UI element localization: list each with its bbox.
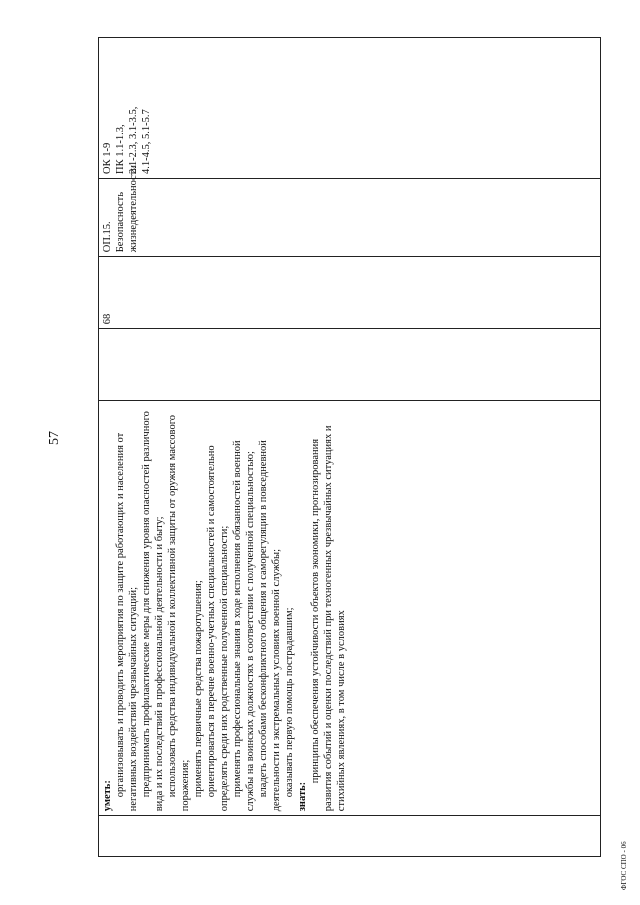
- page-number: 57: [47, 431, 62, 445]
- skill-item: оказывать первую помощь пострадавшим;: [284, 607, 295, 798]
- skill-item: применять профессиональные знания в ходе исполнения обязанностей военной службы на воинских должностях в соответствии с полученной специальностью;: [232, 440, 256, 812]
- content-cell: [99, 401, 601, 816]
- skills-label: уметь:: [102, 780, 113, 812]
- footer-code: ФГОС СПО - 06: [620, 841, 628, 890]
- table-row: [99, 38, 601, 857]
- skill-item: предпринимать профилактические меры для снижения уровня опасностей различного вида и их последствий в профессиональной деятельности и быту;: [141, 411, 165, 812]
- skill-item: организовывать и проводить мероприятия по защите работающих и населения от негативных воздействий чрезвычайных ситуаций;: [115, 432, 139, 812]
- discipline-cell: ОП.15. Безопасность жизнедеятельности: [99, 178, 601, 256]
- curriculum-table: [98, 37, 601, 857]
- empty-cell: [99, 816, 601, 857]
- hours-cell: 68: [99, 257, 601, 329]
- knowledge-item: принципы обеспечения устойчивости объектов экономики, прогнозирования развития событий и оценки последствий при техногенных чрезвычайных ситуациях и стихийных явлениях, в том числе в условиях: [310, 425, 347, 812]
- knowledge-label: знать:: [297, 781, 308, 812]
- skill-item: владеть способами бесконфликтного общения и саморегуляции в повседневной деятельности и экстремальных условиях военной службы;: [258, 440, 282, 812]
- skill-item: применять первичные средства пожаротушения;: [193, 580, 204, 798]
- empty-cell: [99, 329, 601, 401]
- skill-item: ориентироваться в перечне военно-учетных специальностей и самостоятельно определять среди них родственные полученной специальности;: [206, 445, 230, 812]
- competencies-cell: [99, 38, 601, 179]
- skill-item: использовать средства индивидуальной и коллективной защиты от оружия массового поражения;: [167, 415, 191, 812]
- table-container: [98, 37, 601, 857]
- competencies-text: ОК 1-9 ПК 1.1-1.3, 2.1-2.3, 3.1-3.5, 4.1-4.5, 5.1-5.7: [102, 106, 152, 174]
